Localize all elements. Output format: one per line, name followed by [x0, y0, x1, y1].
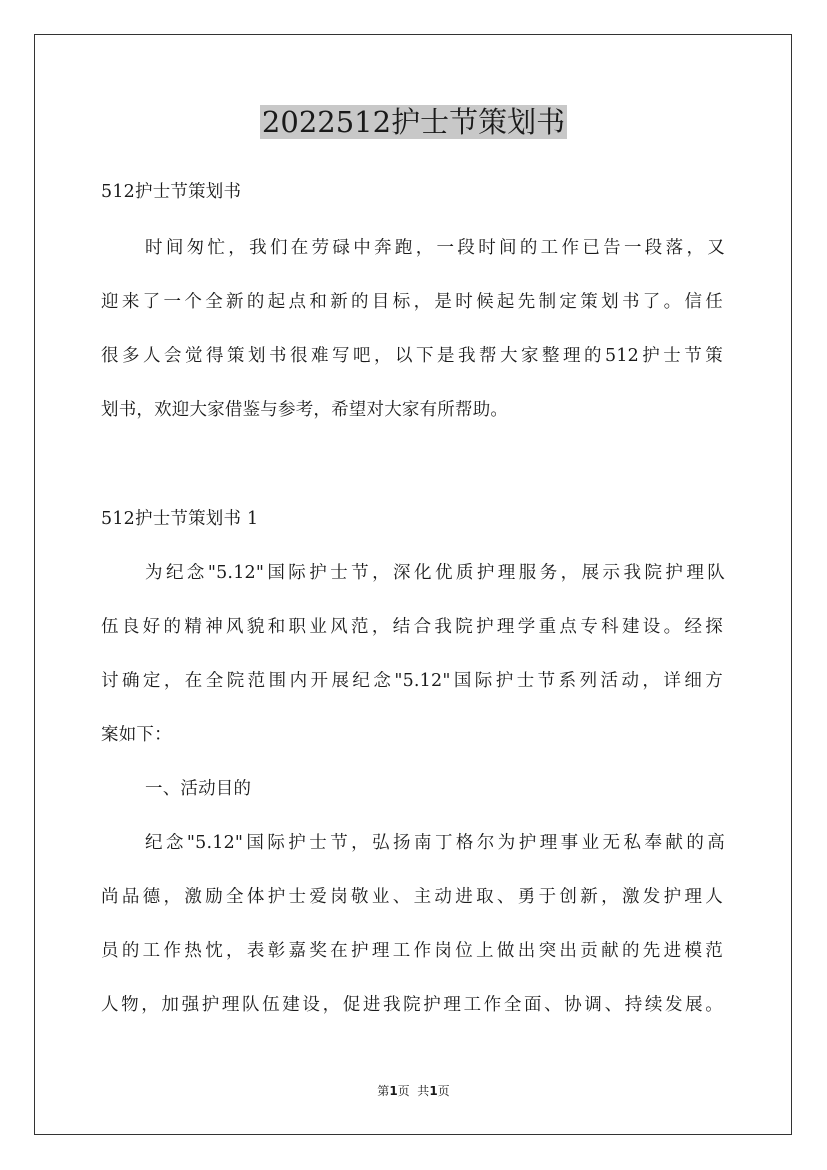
- footer-suffix: 页: [437, 1084, 450, 1098]
- section-title: 512护士节策划书 1: [101, 509, 259, 529]
- footer-page-num: 1: [389, 1084, 398, 1098]
- p1-line-3: 讨确定，在全院范围内开展纪念"5.12"国际护士节系列活动，详细方: [101, 671, 723, 691]
- p1-line-4: 案如下：: [101, 725, 172, 745]
- intro-line-4: 划书，欢迎大家借鉴与参考，希望对大家有所帮助。: [101, 400, 509, 420]
- page-footer: [0, 1082, 827, 1100]
- p2-line-3: 员的工作热忱，表彰嘉奖在护理工作岗位上做出突出贡献的先进模范: [101, 941, 723, 961]
- document-title-text: 2022512护士节策划书: [261, 105, 566, 139]
- intro-line-3: 很多人会觉得策划书很难写吧，以下是我帮大家整理的512护士节策: [101, 346, 723, 366]
- p2-line-1: 纪念"5.12"国际护士节，弘扬南丁格尔为护理事业无私奉献的高: [145, 833, 725, 853]
- footer-page-total: 1: [429, 1084, 438, 1098]
- document-subtitle: 512护士节策划书: [101, 182, 242, 202]
- p2-line-2: 尚品德，激励全体护士爱岗敬业、主动进取、勇于创新，激发护理人: [101, 887, 723, 907]
- p1-line-2: 伍良好的精神风貌和职业风范，结合我院护理学重点专科建设。经探: [101, 617, 723, 637]
- heading-activity-purpose: 一、活动目的: [145, 779, 252, 799]
- footer-mid: 页 共: [397, 1084, 430, 1098]
- intro-line-1: 时间匆忙，我们在劳碌中奔跑，一段时间的工作已告一段落，又: [145, 238, 725, 258]
- p1-line-1: 为纪念"5.12"国际护士节，深化优质护理服务，展示我院护理队: [145, 563, 725, 583]
- document-title: [0, 100, 827, 144]
- p2-line-4: 人物，加强护理队伍建设，促进我院护理工作全面、协调、持续发展。: [101, 995, 723, 1015]
- footer-prefix: 第: [377, 1084, 390, 1098]
- intro-line-2: 迎来了一个全新的起点和新的目标，是时候起先制定策划书了。信任: [101, 292, 723, 312]
